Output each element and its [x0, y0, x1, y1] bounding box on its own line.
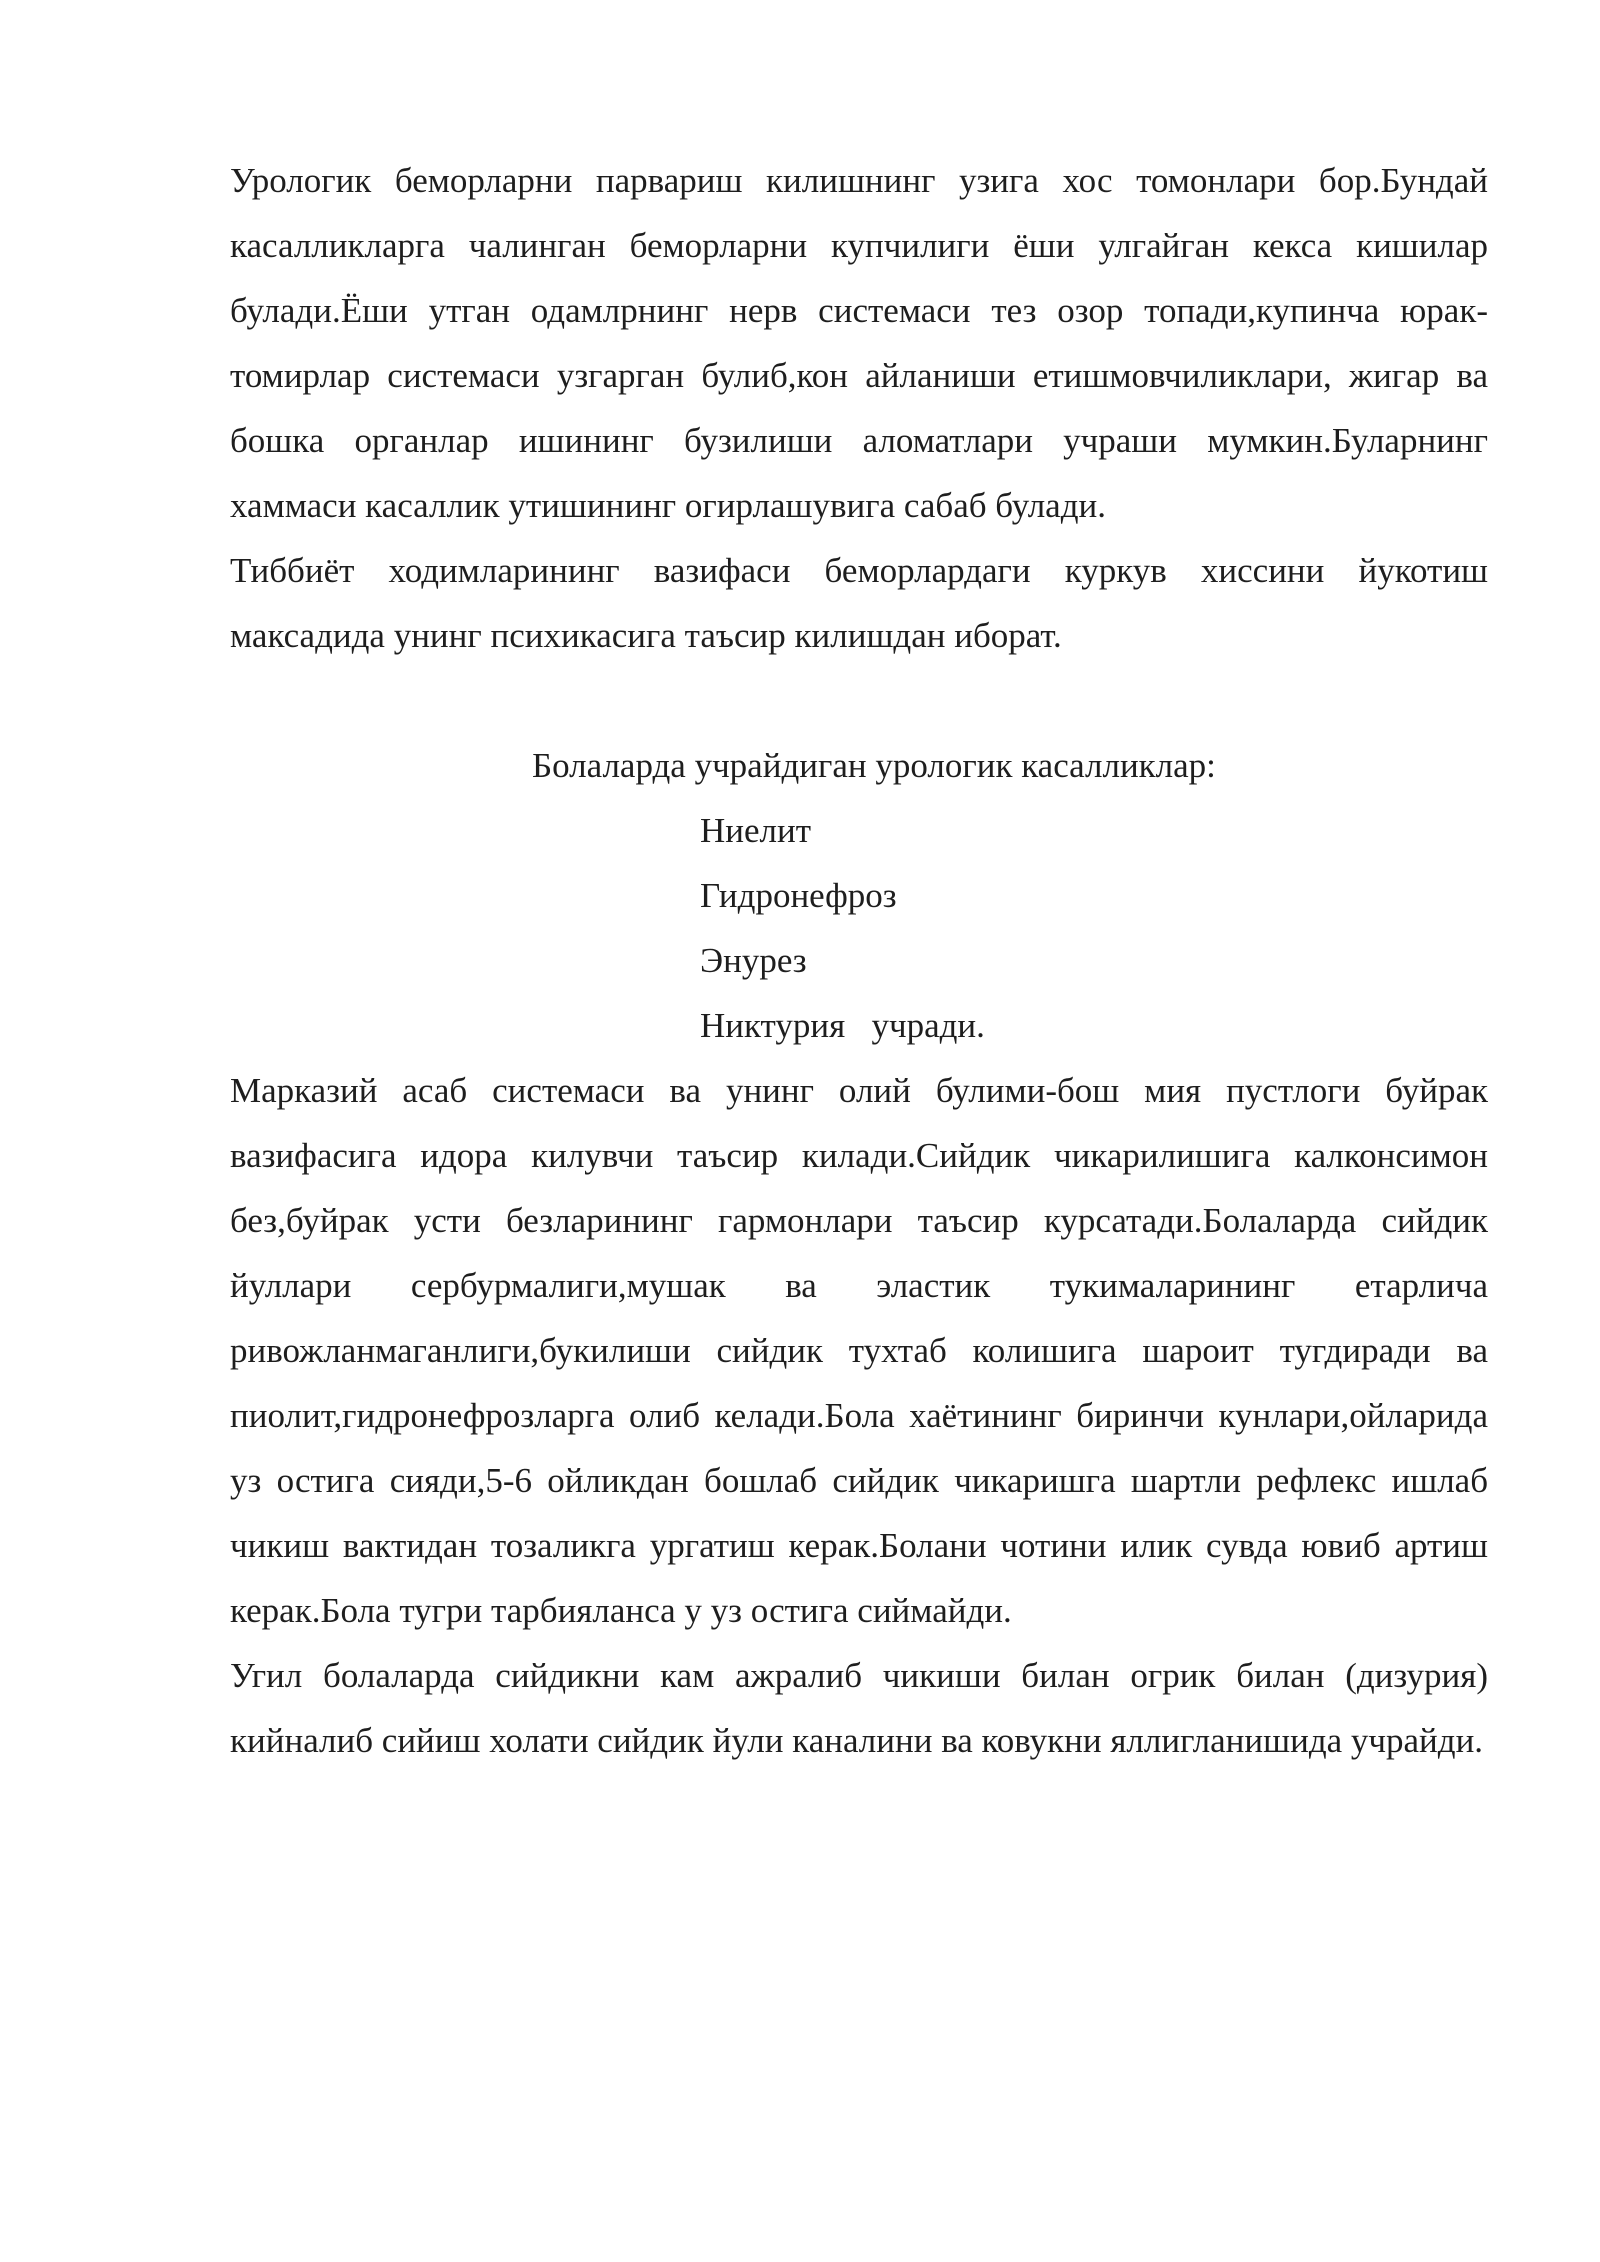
list-item: Гидронефроз	[700, 876, 897, 915]
intro-paragraph-urology-care: Урологик беморларни парвариш килишнинг узига хос томонлари бор.Бундай касалликларга чалинган беморларни купчилиги ёши улгайган кекса кишилар булади.Ёши утган одамлрнинг нерв системаси тез озор топади,купинча юрак-томирлар системаси узгарган булиб,кон айланиши етишмовчиликлари, жигар ва бошка органлар ишининг бузилиши аломатлари учраши мумкин.Буларнинг хаммаси касаллик утишининг огирлашувига сабаб булади.	[230, 161, 1488, 525]
document-page	[230, 148, 1488, 1773]
list-item: Никтурия учради.	[700, 1006, 985, 1045]
intro-paragraph-staff-task: Тиббиёт ходимларининг вазифаси беморлардаги куркув хиссини йукотиш максадида унинг психикасига таъсир килишдан иборат.	[230, 551, 1488, 655]
list-item: Ниелит	[700, 811, 812, 850]
disease-list	[230, 798, 1488, 1058]
main-paragraph-nervous-system: Марказий асаб системаси ва унинг олий булими-бош мия пустлоги буйрак вазифасига идора килувчи таъсир килади.Сийдик чикарилишига калконсимон без,буйрак усти безларининг гармонлари таъсир курсатади.Болаларда сийдик йуллари сербурмалиги,мушак ва эластик тукималарининг етарлича ривожланмаганлиги,букилиши сийдик тухтаб колишига шароит тугдиради ва пиолит,гидронефрозларга олиб келади.Бола хаётининг биринчи кунлари,ойларида уз остига сияди,5-6 ойликдан бошлаб сийдик чикаришга шартли рефлекс ишлаб чикиш вактидан тозаликга ургатиш керак.Болани чотини илик сувда ювиб артиш керак.Бола тугри тарбияланса у уз остига сиймайди.	[230, 1071, 1488, 1630]
section-heading: Болаларда учрайдиган урологик касалликлар:	[532, 746, 1216, 785]
list-item: Энурез	[700, 941, 807, 980]
blank-line	[230, 668, 1488, 733]
main-paragraph-dysuria: Угил болаларда сийдикни кам ажралиб чикиши билан огрик билан (дизурия) кийналиб сийиш холати сийдик йули каналини ва ковукни яллигланишида учрайди.	[230, 1656, 1488, 1760]
